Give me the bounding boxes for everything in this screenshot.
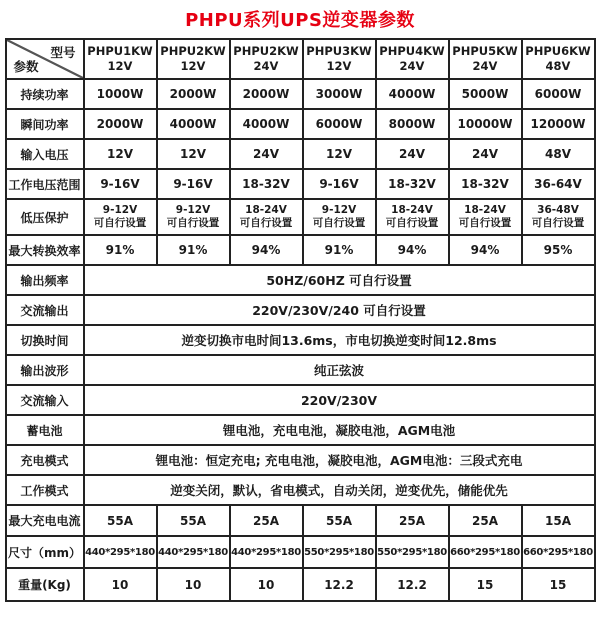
row-label: 尺寸（mm） <box>6 536 84 568</box>
value-line: 可自行设置 <box>93 217 147 229</box>
value-cell <box>303 199 376 235</box>
page <box>0 6 600 602</box>
value-cell: 1000W <box>84 79 157 109</box>
table-row <box>6 199 595 235</box>
model-voltage: 48V <box>545 59 571 73</box>
table-row <box>6 79 595 109</box>
value-line: 可自行设置 <box>531 217 585 229</box>
value-cell: 12V <box>84 139 157 169</box>
model-header <box>449 39 522 79</box>
value-line: 9-12V <box>321 203 357 216</box>
model-header <box>157 39 230 79</box>
row-label: 最大转换效率 <box>6 235 84 265</box>
table-row <box>6 139 595 169</box>
model-voltage: 12V <box>107 59 133 73</box>
value-cell: 18-32V <box>449 169 522 199</box>
model-voltage: 24V <box>399 59 425 73</box>
value-cell: 8000W <box>376 109 449 139</box>
page-title: PHPU系列UPS逆变器参数 <box>185 10 415 31</box>
value-cell: 36-64V <box>522 169 595 199</box>
spec-table <box>5 38 596 602</box>
value-cell: 6000W <box>303 109 376 139</box>
value-line: 可自行设置 <box>458 217 512 229</box>
value-line: 18-24V <box>245 203 287 216</box>
value-cell: 15 <box>449 568 522 601</box>
value-cell: 24V <box>230 139 303 169</box>
row-label: 输入电压 <box>6 139 84 169</box>
value-cell: 10 <box>230 568 303 601</box>
value-cell: 12000W <box>522 109 595 139</box>
value-cell <box>522 199 595 235</box>
value-cell: 18-32V <box>376 169 449 199</box>
value-line: 可自行设置 <box>166 217 220 229</box>
span-value-cell: 逆变关闭，默认，省电模式，自动关闭，逆变优先，储能优先 <box>84 475 595 505</box>
value-cell: 12.2 <box>303 568 376 601</box>
value-line: 可自行设置 <box>312 217 366 229</box>
table-row <box>6 475 595 505</box>
value-cell: 550*295*180 <box>376 536 449 568</box>
value-cell: 660*295*180 <box>522 536 595 568</box>
table-row <box>6 385 595 415</box>
span-value-cell: 220V/230V/240 可自行设置 <box>84 295 595 325</box>
row-label: 瞬间功率 <box>6 109 84 139</box>
table-row <box>6 169 595 199</box>
row-label: 交流输出 <box>6 295 84 325</box>
value-cell: 12.2 <box>376 568 449 601</box>
value-cell: 4000W <box>376 79 449 109</box>
table-row <box>6 265 595 295</box>
value-cell <box>449 199 522 235</box>
value-cell: 9-16V <box>303 169 376 199</box>
value-cell: 55A <box>157 505 230 536</box>
span-value-cell: 50HZ/60HZ 可自行设置 <box>84 265 595 295</box>
value-cell: 91% <box>84 235 157 265</box>
model-voltage: 24V <box>472 59 498 73</box>
model-name: PHPU4KW <box>379 44 445 59</box>
value-cell: 10000W <box>449 109 522 139</box>
row-label: 重量(Kg) <box>6 568 84 601</box>
value-cell: 15A <box>522 505 595 536</box>
model-voltage: 24V <box>253 59 279 73</box>
value-cell: 3000W <box>303 79 376 109</box>
value-cell: 9-16V <box>157 169 230 199</box>
value-cell: 94% <box>449 235 522 265</box>
value-cell: 4000W <box>230 109 303 139</box>
model-name: PHPU5KW <box>452 44 518 59</box>
value-cell: 25A <box>230 505 303 536</box>
corner-model-label: 型号 <box>50 45 76 60</box>
table-row <box>6 355 595 385</box>
model-header <box>84 39 157 79</box>
corner-param-label: 参数 <box>13 59 39 74</box>
span-value-cell: 锂电池：恒定充电; 充电电池，凝胶电池，AGM电池：三段式充电 <box>84 445 595 475</box>
value-cell: 55A <box>84 505 157 536</box>
value-cell: 550*295*180 <box>303 536 376 568</box>
value-line: 9-12V <box>102 203 138 216</box>
model-header <box>230 39 303 79</box>
table-row <box>6 295 595 325</box>
row-label: 持续功率 <box>6 79 84 109</box>
model-name: PHPU6KW <box>525 44 591 59</box>
model-voltage: 12V <box>180 59 206 73</box>
value-cell: 2000W <box>84 109 157 139</box>
model-header <box>303 39 376 79</box>
span-value-cell: 纯正弦波 <box>84 355 595 385</box>
value-cell: 6000W <box>522 79 595 109</box>
corner-cell <box>6 39 84 79</box>
value-cell: 24V <box>376 139 449 169</box>
table-row <box>6 235 595 265</box>
header-row <box>6 39 595 79</box>
value-cell: 91% <box>303 235 376 265</box>
value-cell: 12V <box>303 139 376 169</box>
value-cell: 10 <box>157 568 230 601</box>
model-name: PHPU2KW <box>233 44 299 59</box>
row-label: 输出波形 <box>6 355 84 385</box>
table-row <box>6 445 595 475</box>
row-label: 蓄电池 <box>6 415 84 445</box>
row-label: 最大充电电流 <box>6 505 84 536</box>
value-cell <box>376 199 449 235</box>
value-cell: 440*295*180 <box>157 536 230 568</box>
table-row <box>6 415 595 445</box>
value-cell: 18-32V <box>230 169 303 199</box>
value-cell: 15 <box>522 568 595 601</box>
table-row <box>6 325 595 355</box>
value-cell: 440*295*180 <box>84 536 157 568</box>
row-label: 工作模式 <box>6 475 84 505</box>
value-cell: 94% <box>230 235 303 265</box>
row-label: 输出频率 <box>6 265 84 295</box>
span-value-cell: 220V/230V <box>84 385 595 415</box>
row-label: 工作电压范围 <box>6 169 84 199</box>
value-cell: 24V <box>449 139 522 169</box>
value-cell: 94% <box>376 235 449 265</box>
model-name: PHPU3KW <box>306 44 372 59</box>
value-cell: 440*295*180 <box>230 536 303 568</box>
row-label: 低压保护 <box>6 199 84 235</box>
model-header <box>522 39 595 79</box>
value-cell: 48V <box>522 139 595 169</box>
row-label: 切换时间 <box>6 325 84 355</box>
table-row <box>6 109 595 139</box>
value-line: 18-24V <box>391 203 433 216</box>
value-line: 9-12V <box>175 203 211 216</box>
value-line: 可自行设置 <box>239 217 293 229</box>
value-cell: 25A <box>376 505 449 536</box>
value-line: 可自行设置 <box>385 217 439 229</box>
value-cell <box>157 199 230 235</box>
span-value-cell: 锂电池，充电电池，凝胶电池，AGM电池 <box>84 415 595 445</box>
value-cell <box>84 199 157 235</box>
value-cell: 9-16V <box>84 169 157 199</box>
value-cell: 10 <box>84 568 157 601</box>
value-cell: 25A <box>449 505 522 536</box>
value-cell: 95% <box>522 235 595 265</box>
span-value-cell: 逆变切换市电时间13.6ms，市电切换逆变时间12.8ms <box>84 325 595 355</box>
value-cell: 5000W <box>449 79 522 109</box>
value-line: 18-24V <box>464 203 506 216</box>
model-name: PHPU1KW <box>87 44 153 59</box>
model-voltage: 12V <box>326 59 352 73</box>
value-cell <box>230 199 303 235</box>
row-label: 交流输入 <box>6 385 84 415</box>
value-cell: 2000W <box>157 79 230 109</box>
model-header <box>376 39 449 79</box>
table-row <box>6 536 595 568</box>
value-cell: 4000W <box>157 109 230 139</box>
value-cell: 91% <box>157 235 230 265</box>
value-cell: 12V <box>157 139 230 169</box>
table-row <box>6 568 595 601</box>
value-cell: 2000W <box>230 79 303 109</box>
row-label: 充电模式 <box>6 445 84 475</box>
table-row <box>6 505 595 536</box>
value-line: 36-48V <box>537 203 579 216</box>
value-cell: 660*295*180 <box>449 536 522 568</box>
value-cell: 55A <box>303 505 376 536</box>
model-name: PHPU2KW <box>160 44 226 59</box>
